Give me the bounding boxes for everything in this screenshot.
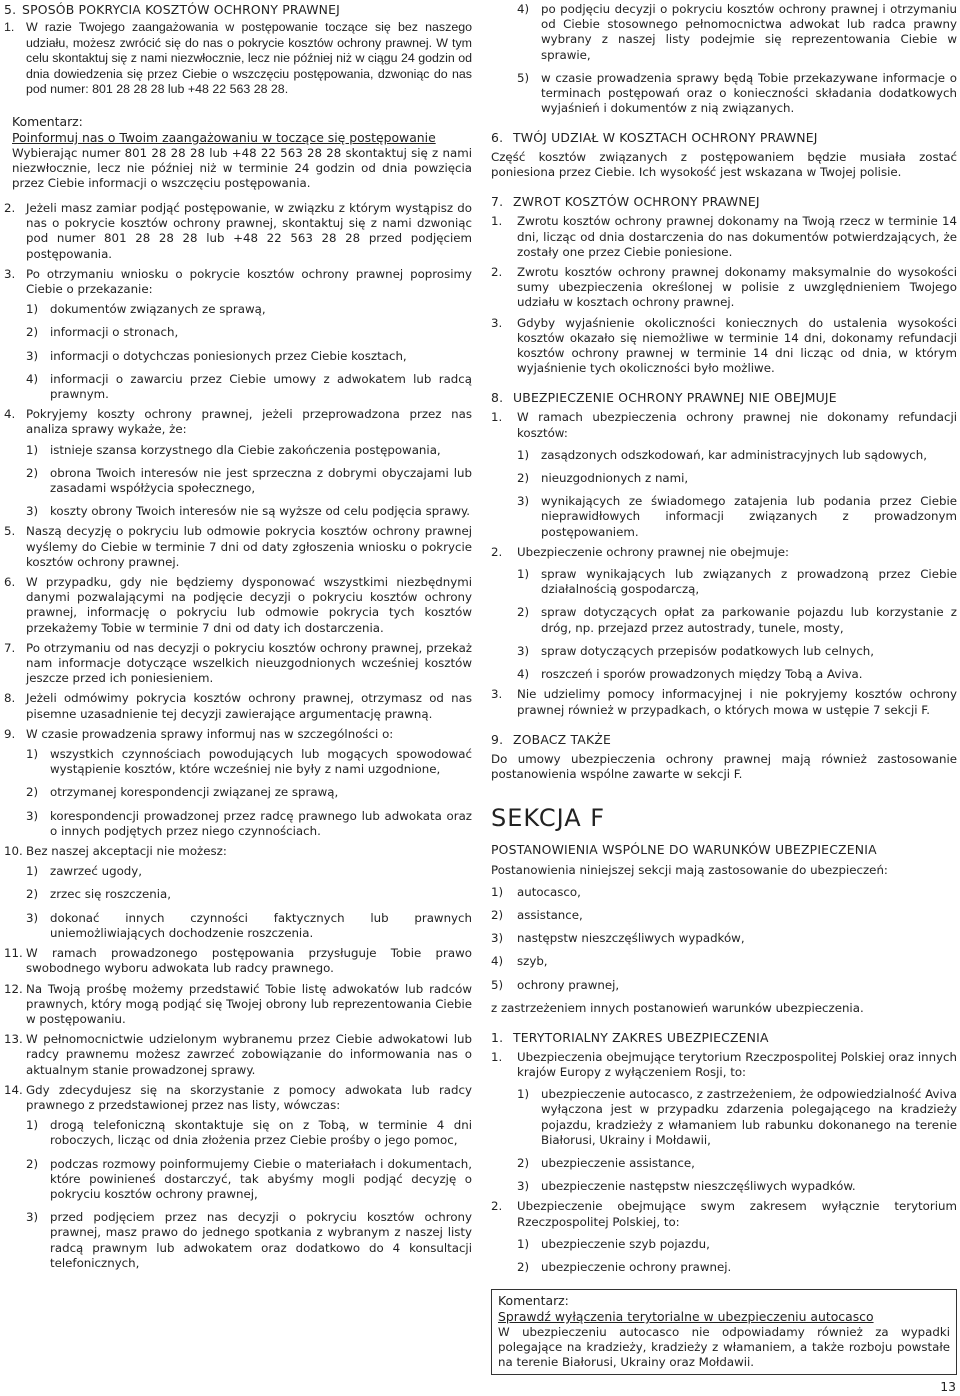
section-6-text: Część kosztów związanych z postępowaniem będzie musiała zostać poniesiona przez Ciebie. Ich wysokość jest wskazana w Twojej polisie.: [491, 150, 957, 180]
section-f-intro: Postanowienia niniejszej sekcji mają zastosowanie do ubezpieczeń:: [491, 862, 888, 877]
list-item: 3. Gdyby wyjaśnienie okoliczności koniecznych do ustalenia wysokości kosztów okazało się niemożliwe w terminie 14 dni, dokonamy refundacji kosztów ochrony prawnej w terminie 14 dni licząc od dnia, w którym wyjaśnienie tych okoliczności było możliwe.: [491, 315, 957, 376]
list-item: 5. Naszą decyzję o pokryciu lub odmowie pokrycia kosztów ochrony prawnej wyślemy do Ciebie w terminie 7 dni od daty zgłoszenia wniosku o pokrycie kosztów ochrony prawnej.: [4, 524, 472, 569]
sub-item: 1) wszystkich czynnościach powodujących lub mogących spowodować wystąpienie kosztów, które wcześniej nie były z nami uzgodnione,: [26, 747, 472, 777]
sub-item: 1) istnieje szansa korzystnego dla Ciebie zakończenia postępowania,: [26, 442, 441, 457]
list-item: 4) szyb,: [491, 954, 548, 969]
right-column: [491, 0, 957, 1375]
sub-item: 1) drogą telefoniczną skontaktuje się on z Tobą, w terminie 4 dni roboczych, licząc od dnia złożenia przez Ciebie prośby o jego pomoc,: [26, 1118, 472, 1148]
comment-body: Wybierając numer 801 28 28 28 lub +48 22 563 28 28 skontaktuj się z nami niezwłocznie, lecz nie później niż w terminie 24 godzin od dnia powzięcia przez Ciebie informacji o wszczęciu postępowania.: [12, 145, 472, 190]
list-item: 2. Ubezpieczenie ochrony prawnej nie obejmuje:: [491, 544, 789, 559]
section-8-heading: 8. UBEZPIECZENIE OCHRONY PRAWNEJ NIE OBEJMUJE: [491, 390, 837, 406]
list-item: 7. Po otrzymaniu od nas decyzji o pokryciu kosztów ochrony prawnej, przekaż nam informacje dotyczące wszelkich nieuzgodnionych wcześniej kosztów jeszcze przed ich poniesieniem.: [4, 640, 472, 686]
list-item: 12. Na Twoją prośbę możemy przedstawić Tobie listę adwokatów lub radców prawnych, który mogą podjąć się Twojej obrony lub reprezentowania Ciebie w postępowaniu.: [4, 981, 472, 1026]
list-item: 2. Jeżeli masz zamiar podjąć postępowanie, w związku z którym wystąpisz do nas o pokrycie kosztów ochrony prawnej, skontaktuj się z nami dzwoniąc pod numer 801 28 28 28 lub +48 22 563 28 28 przed podjęciem postępowania.: [4, 200, 472, 261]
comment-heading: Sprawdź wyłączenia terytorialne w ubezpieczeniu autocasco: [498, 1309, 874, 1325]
list-item: 6. W przypadku, gdy nie będziemy dysponować wszystkimi niezbędnymi danymi pozwalającymi na podjęcie decyzji o pokryciu kosztów ochrony prawnej, informację o pokryciu lub odmowie pokrycia tych kosztów przekażemy Tobie w terminie 7 dni od daty ich dostarczenia.: [4, 575, 472, 635]
sub-item: 2) nieuzgodnionych z nami,: [517, 471, 689, 486]
territorial-comment-box: [491, 1289, 957, 1375]
sub-item: 2) ubezpieczenie assistance,: [517, 1155, 695, 1170]
list-item: 3. Po otrzymaniu wniosku o pokrycie kosztów ochrony prawnej poprosimy Ciebie o przekazanie:: [4, 266, 472, 296]
sub-item: 3) dokonać innych czynności faktycznych lub prawnych uniemożliwiających dochodzenie roszczenia.: [26, 910, 472, 940]
sub-item: 3) koszty obrony Twoich interesów nie są wyższe od celu podjęcia sprawy.: [26, 504, 471, 519]
page-number: 13: [940, 1379, 956, 1394]
list-item: 8. Jeżeli odmówimy pokrycia kosztów ochrony prawnej, otrzymasz od nas pisemne uzasadnienie tej decyzji zawierające argumentację prawną.: [4, 691, 472, 721]
list-item: 13. W pełnomocnictwie udzielonym wybranemu przez Ciebie adwokatowi lub radcy prawnemu możesz zawrzeć zobowiązanie do informowania nas o aktualnym stanie prowadzonej sprawy.: [4, 1032, 472, 1077]
list-item: 10. Bez naszej akceptacji nie możesz:: [4, 844, 227, 859]
sub-item: 5) w czasie prowadzenia sprawy będą Tobie przekazywane informacje o terminach postępowań oraz o konieczności składania dodatkowych wyjaśnień i dokumentów z nią związanych.: [517, 70, 957, 116]
comment-label: Komentarz:: [498, 1293, 569, 1309]
sub-item: 2) otrzymanej korespondencji związanej ze sprawą,: [26, 785, 339, 800]
sub-item: 3) informacji o dotychczas poniesionych przez Ciebie kosztach,: [26, 348, 407, 363]
comment-label: Komentarz:: [12, 113, 83, 129]
sub-item: 1) ubezpieczenie autocasco, z zastrzeżeniem, że odpowiedzialność Aviva wyłączona jest w przypadku zdarzenia polegającego na kradzieży pojazdu, kradzieży z włamaniem lub rabunku dokonanego na terenie Białorusi, Ukrainy i Mołdawii,: [517, 1087, 957, 1147]
section-f-title: SEKCJA F: [491, 803, 606, 832]
list-item: 1. Ubezpieczenia obejmujące terytorium Rzeczpospolitej Polskiej oraz innych krajów Europy z wyłączeniem Rosji, to:: [491, 1049, 957, 1079]
list-item: 9. W czasie prowadzenia sprawy informuj nas w szczególności o:: [4, 726, 394, 741]
sub-item: 3) spraw dotyczących przepisów podatkowych lub celnych,: [517, 643, 875, 658]
sub-item: 1) zawrzeć ugody,: [26, 864, 143, 879]
section-9-text: Do umowy ubezpieczenia ochrony prawnej mają również zastosowanie postanowienia wspólne zawarte w sekcji F.: [491, 751, 957, 781]
sub-item: 1) dokumentów związanych ze sprawą,: [26, 302, 266, 317]
sub-item: 3) wynikających ze świadomego zatajenia lub podania przez Ciebie nieprawidłowych informacji związanych z prowadzonym postępowaniem.: [517, 494, 957, 539]
list-item: 4. Pokryjemy koszty ochrony prawnej, jeżeli przeprowadzona przez nas analiza sprawy wykaże, że:: [4, 407, 472, 437]
list-item: 2) assistance,: [491, 907, 583, 922]
sub-item: 2) podczas rozmowy poinformujemy Ciebie o materiałach i dokumentach, które powinieneś dostarczyć, tak abyśmy mogli podjąć decyzję o pokryciu kosztów ochrony prawnej,: [26, 1156, 472, 1201]
territorial-scope-heading: 1. TERYTORIALNY ZAKRES UBEZPIECZENIA: [491, 1029, 769, 1045]
comment-heading: Poinformuj nas o Twoim zaangażowaniu w toczące się postępowanie: [12, 129, 436, 145]
sub-item: 2) obrona Twoich interesów nie jest sprzeczna z dobrymi obyczajami lub zasadami współżycia społecznego,: [26, 465, 472, 496]
list-item: 5) ochrony prawnej,: [491, 977, 620, 992]
sub-item: 3) przed podjęciem przez nas decyzji o pokryciu kosztów ochrony prawnej, masz prawo do jednego spotkania z wybranym z naszej listy radcą prawnym lub adwokatem oraz dodatkowo do 4 konsultacji telefonicznych,: [26, 1210, 472, 1270]
sub-item: 1) zasądzonych odszkodowań, kar administracyjnych lub sądowych,: [517, 447, 927, 462]
section-9-heading: 9. ZOBACZ TAKŻE: [491, 731, 612, 747]
paragraph-1: 1. W razie Twojego zaangażowania w postępowanie toczące się bez naszego udziału, możesz zwrócić się do nas o pokrycie kosztów ochrony prawnej. W tym celu skontaktuj się z nami niezwłocznie, lecz nie później niż w ciągu 24 godzin od dnia dowiedzenia się przez Ciebie o wszczęciu postępowania, dzwoniąc do nas pod numer: 801 28 28 28 lub +48 22 563 28 28.: [4, 20, 472, 97]
sub-item: 3) korespondencji prowadzonej przez radcę prawnego lub adwokata oraz o innych podjętych przez niego czynnościach.: [26, 808, 472, 838]
sub-item: 4) informacji o zawarciu przez Ciebie umowy z adwokatem lub radcą prawnym.: [26, 371, 472, 401]
sub-item: 4) roszczeń i sporów prowadzonych między Tobą a Aviva.: [517, 667, 863, 682]
list-item: 3. Nie udzielimy pomocy informacyjnej i nie pokryjemy kosztów ochrony prawnej również w przypadkach, o których mowa w ustępie 7 sekcji F.: [491, 687, 957, 717]
sub-item: 2) ubezpieczenie ochrony prawnej.: [517, 1259, 732, 1274]
list-item: 3) następstw nieszczęśliwych wypadków,: [491, 931, 745, 946]
sub-item: 2) zrzec się roszczenia,: [26, 887, 171, 902]
left-column: [4, 0, 472, 1271]
section-f-subtitle: POSTANOWIENIA WSPÓLNE DO WARUNKÓW UBEZPIECZENIA: [491, 841, 877, 857]
section-5-heading: 5. SPOSÓB POKRYCIA KOSZTÓW OCHRONY PRAWNEJ: [4, 2, 341, 17]
section-7-heading: 7. ZWROT KOSZTÓW OCHRONY PRAWNEJ: [491, 194, 760, 210]
sub-item: 1) ubezpieczenie szyb pojazdu,: [517, 1236, 710, 1251]
comment-body: W ubezpieczeniu autocasco nie odpowiadamy również za wypadki polegające na kradzieży, kradzieży z włamaniem, a także rozboju powstałe na terenie Białorusi, Ukrainy oraz Mołdawii.: [498, 1325, 950, 1370]
sub-item: 4) po podjęciu decyzji o pokryciu kosztów ochrony prawnej i otrzymaniu od Ciebie stosownego pełnomocnictwa adwokat lub radca prawny wybrany z naszej listy podejmie się reprezentowania Ciebie w sprawie,: [517, 2, 957, 62]
list-item: 1) autocasco,: [491, 884, 581, 899]
list-item: 1. Zwrotu kosztów ochrony prawnej dokonamy na Twoją rzecz w terminie 14 dni, licząc od dnia dostarczenia do nas dokumentów potwierdzających, że zostały one przez Ciebie poniesione.: [491, 214, 957, 259]
list-item: 2. Zwrotu kosztów ochrony prawnej dokonamy maksymalnie do wysokości sumy ubezpieczenia określonej w polisie z uwzględnieniem Twojego udziału w kosztach ochrony prawnej.: [491, 265, 957, 310]
list-item: 14. Gdy zdecydujesz się na skorzystanie z pomocy adwokata lub radcy prawnego z przedstawionej przez nas listy, wówczas:: [4, 1082, 472, 1112]
comment-block: [4, 114, 472, 191]
sub-item: 1) spraw wynikających lub związanych z prowadzoną przez Ciebie działalnością gospodarczą,: [517, 567, 957, 597]
section-6-heading: 6. TWÓJ UDZIAŁ W KOSZTACH OCHRONY PRAWNEJ: [491, 130, 818, 146]
sub-item: 3) ubezpieczenie następstw nieszczęśliwych wypadków.: [517, 1179, 856, 1194]
sub-item: 2) spraw dotyczących opłat za parkowanie pojazdu lub korzystanie z dróg, np. przejazd przez autostrady, tunele, mosty,: [517, 605, 957, 635]
list-item: 11. W ramach prowadzonego postępowania przysługuje Tobie prawo swobodnego wyboru adwokata lub radcy prawnego.: [4, 946, 472, 976]
section-f-outro: z zastrzeżeniem innych postanowień warunków ubezpieczenia.: [491, 1000, 864, 1015]
list-item: 2. Ubezpieczenie obejmujące swym zakresem wyłącznie terytorium Rzeczpospolitej Polskiej, to:: [491, 1199, 957, 1229]
list-item: 1. W ramach ubezpieczenia ochrony prawnej nie dokonamy refundacji kosztów:: [491, 410, 957, 440]
sub-item: 2) informacji o stronach,: [26, 325, 179, 340]
